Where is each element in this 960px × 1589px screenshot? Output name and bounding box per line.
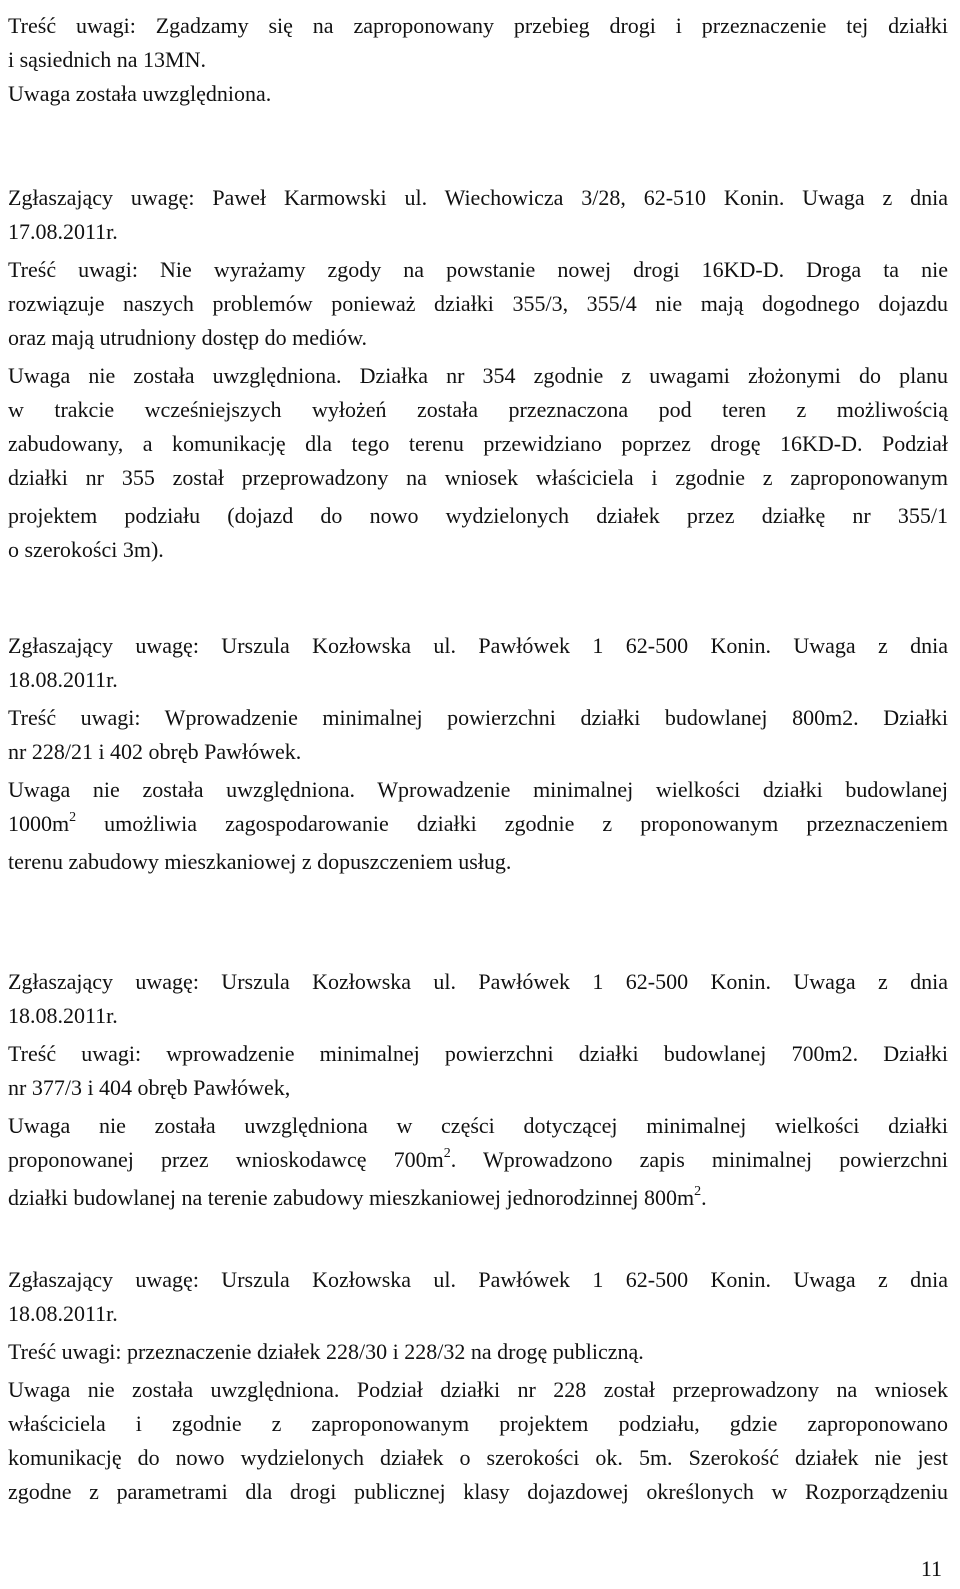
text-line: komunikację do nowo wydzielonych działek o szerokości ok. 5m. Szerokość działek nie jest (8, 1445, 948, 1470)
text-line: nr 377/3 i 404 obręb Pawłówek, (8, 1075, 291, 1100)
text-line: Treść uwagi: Nie wyrażamy zgody na powstanie nowej drogi 16KD-D. Droga ta nie (8, 257, 948, 282)
text-line: Treść uwagi: wprowadzenie minimalnej powierzchni działki budowlanej 700m2. Działki (8, 1041, 948, 1066)
text-line: proponowanej przez wnioskodawcę $700m^2$. Wprowadzono zapis minimalnej powierzchni (8, 1146, 949, 1172)
text-line: 17.08.2011r. (8, 219, 118, 244)
superscript: 2 (69, 810, 77, 825)
text-line: Treść uwagi: przeznaczenie działek 228/30 i 228/32 na drogę publiczną. (8, 1339, 644, 1364)
text-line: $1000m^2$ umożliwia zagospodarowanie działki zgodnie z proponowanym przeznaczeniem (8, 810, 948, 836)
text-line: oraz mają utrudniony dostęp do mediów. (8, 325, 368, 350)
text-line: Uwaga nie została uwzględniona. Działka nr 354 zgodnie z uwagami złożonymi do planu (8, 363, 948, 388)
text-line: Zgłaszający uwagę: Urszula Kozłowska ul. Pawłówek 1 62-500 Konin. Uwaga z dnia (8, 1267, 948, 1292)
text-line: rozwiązuje naszych problemów ponieważ działki 355/3, 355/4 nie mają dogodnego dojazdu (8, 291, 948, 316)
text-line: Zgłaszający uwagę: Urszula Kozłowska ul. Pawłówek 1 62-500 Konin. Uwaga z dnia (8, 969, 948, 994)
text-line: projektem podziału (dojazd do nowo wydzielonych działek przez działkę nr 355/1 (8, 503, 948, 528)
text-line: zgodne z parametrami dla drogi publicznej klasy dojazdowej określonych w Rozporządzeniu (8, 1479, 948, 1504)
text-line: 18.08.2011r. (8, 1301, 118, 1326)
text-line: działki nr 355 został przeprowadzony na wniosek właściciela i zgodnie z zaproponowanym (8, 465, 948, 490)
text-line: Uwaga nie została uwzględniona. Wprowadzenie minimalnej wielkości działki budowlanej (8, 777, 948, 802)
text-line: Uwaga została uwzględniona. (8, 81, 272, 106)
text-line: Treść uwagi: Zgadzamy się na zaproponowany przebieg drogi i przeznaczenie tej działki (8, 13, 948, 38)
text-line: Zgłaszający uwagę: Paweł Karmowski ul. Wiechowicza 3/28, 62-510 Konin. Uwaga z dnia (8, 185, 948, 210)
superscript: 2 (694, 1184, 702, 1199)
text-line: i sąsiednich na 13MN. (8, 47, 206, 72)
text-line: o szerokości 3m). (8, 537, 164, 562)
text-line: 18.08.2011r. (8, 1003, 118, 1028)
text-line: Treść uwagi: Wprowadzenie minimalnej powierzchni działki budowlanej 800m2. Działki (8, 705, 948, 730)
text-line: właściciela i zgodnie z zaproponowanym projektem podziału, gdzie zaproponowano (8, 1411, 948, 1436)
text-line: w trakcie wcześniejszych wyłożeń została przeznaczona pod teren z możliwością (8, 397, 948, 422)
text-line: nr 228/21 i 402 obręb Pawłówek. (8, 739, 302, 764)
page-number: 11 (920, 1556, 942, 1581)
text-line: działki budowlanej na terenie zabudowy mieszkaniowej jednorodzinnej $800m^2$. (8, 1184, 707, 1210)
text-line: Uwaga nie została uwzględniona w części dotyczącej minimalnej wielkości działki (8, 1113, 948, 1138)
text-line: 18.08.2011r. (8, 667, 118, 692)
text-line: Zgłaszający uwagę: Urszula Kozłowska ul. Pawłówek 1 62-500 Konin. Uwaga z dnia (8, 633, 948, 658)
text-line: terenu zabudowy mieszkaniowej z dopuszczeniem usług. (8, 849, 512, 874)
superscript: 2 (443, 1146, 451, 1161)
text-line: Uwaga nie została uwzględniona. Podział działki nr 228 został przeprowadzony na wniosek (8, 1377, 948, 1402)
text-line: zabudowany, a komunikację dla tego terenu przewidziano poprzez drogę 16KD-D. Podział (8, 431, 948, 456)
